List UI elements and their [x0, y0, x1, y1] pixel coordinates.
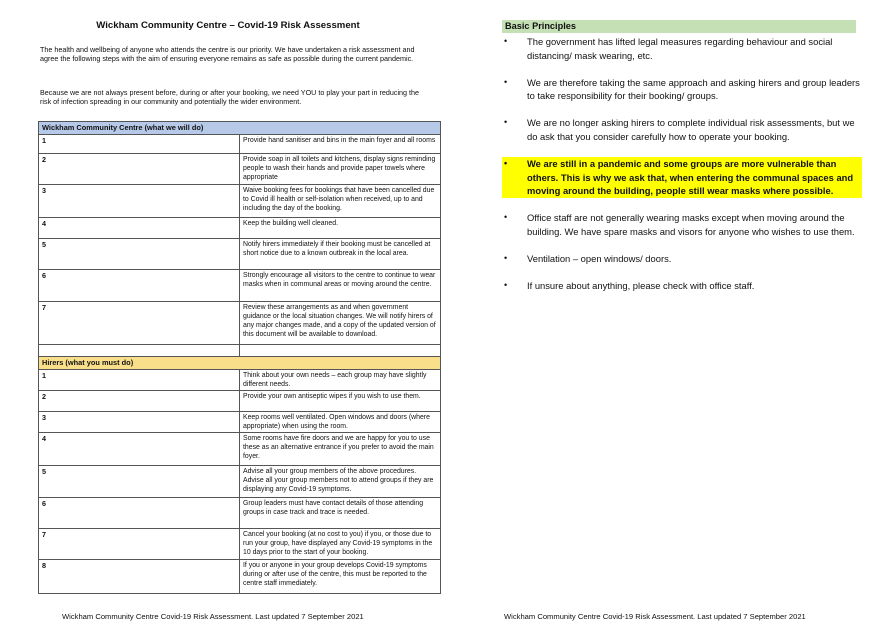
list-item-text: Office staff are not generally wearing masks except when moving around the building. We have spare masks and visors for anyone who wishes to use them. — [527, 212, 855, 237]
table-row — [39, 412, 441, 433]
row-text: Strongly encourage all visitors to the centre to continue to wear masks when in communal areas or moving around the centre. — [240, 270, 441, 302]
page-footer-left: Wickham Community Centre Covid-19 Risk Assessment. Last updated 7 September 2021 — [62, 612, 364, 621]
table-row — [39, 154, 441, 185]
row-text: Provide hand sanitiser and bins in the main foyer and all rooms — [240, 135, 441, 154]
row-number: 8 — [39, 560, 240, 594]
row-number: 1 — [39, 370, 240, 391]
row-text: Notify hirers immediately if their booking must be cancelled at short notice due to a known outbreak in the local area. — [240, 239, 441, 270]
list-item-text: If unsure about anything, please check with office staff. — [527, 280, 755, 292]
row-number: 6 — [39, 498, 240, 529]
list-item-text: Ventilation – open windows/ doors. — [527, 253, 672, 265]
table-row — [39, 135, 441, 154]
intro-paragraph-2: Because we are not always present before, during or after your booking, we need YOU to play your part in reducing the risk of infection spreading in our community and potentially the wider environment. — [40, 88, 420, 107]
empty-row — [39, 345, 441, 357]
table-row — [39, 560, 441, 594]
table-row — [39, 302, 441, 345]
list-item — [502, 211, 862, 238]
we-will-do-heading: Wickham Community Centre (what we will do) — [39, 122, 441, 135]
bullet-icon: • — [504, 76, 508, 87]
row-number: 5 — [39, 239, 240, 270]
row-text: Some rooms have fire doors and we are happy for you to use these as an alternative entrance if you prefer to avoid the main foyer. — [240, 433, 441, 466]
table-row — [39, 433, 441, 466]
list-item — [502, 116, 862, 143]
bullet-icon: • — [504, 253, 508, 264]
table-row — [39, 370, 441, 391]
you-must-do-heading: Hirers (what you must do) — [39, 357, 441, 370]
basic-principles-heading: Basic Principles — [502, 20, 856, 33]
row-number: 1 — [39, 135, 240, 154]
list-item-text: We are still in a pandemic and some groups are more vulnerable than others. This is why we ask that, when entering the communal spaces and moving around the building, people still wear masks where possible. — [527, 158, 854, 197]
row-text: Provide soap in all toilets and kitchens, display signs reminding people to wash their hands and provide paper towels where appropriate — [240, 154, 441, 185]
row-number: 7 — [39, 529, 240, 560]
table-row — [39, 498, 441, 529]
table-row — [39, 466, 441, 498]
list-item — [502, 252, 862, 266]
principles-list — [502, 35, 862, 306]
row-number: 7 — [39, 302, 240, 345]
risk-assessment-table — [38, 121, 441, 594]
row-number: 2 — [39, 391, 240, 412]
list-item — [502, 279, 862, 293]
bullet-icon: • — [504, 36, 508, 46]
table-row — [39, 391, 441, 412]
row-text: Cancel your booking (at no cost to you) if you, or those due to run your group, have displayed any Covid-19 symptoms in the 10 days prior to the start of your booking. — [240, 529, 441, 560]
row-number: 4 — [39, 433, 240, 466]
document-title: Wickham Community Centre – Covid-19 Risk Assessment — [96, 20, 360, 31]
list-item — [502, 76, 862, 103]
table-row — [39, 239, 441, 270]
row-number: 2 — [39, 154, 240, 185]
right-page — [448, 0, 896, 633]
row-number: 5 — [39, 466, 240, 498]
bullet-icon: • — [504, 280, 508, 291]
list-item — [502, 35, 862, 62]
list-item-text: The government has lifted legal measures regarding behaviour and social distancing/ mask wearing, etc. — [527, 36, 833, 61]
row-text: Keep rooms well ventilated. Open windows and doors (where appropriate) when using the room. — [240, 412, 441, 433]
row-text: Waive booking fees for bookings that have been cancelled due to Covid ill health or self-isolation when received, up to and including the day of the booking. — [240, 185, 441, 218]
you-must-do-header-row — [39, 357, 441, 370]
bullet-icon: • — [504, 212, 508, 223]
list-item-text: We are no longer asking hirers to complete individual risk assessments, but we do ask that you consider carefully how to operate your booking. — [527, 117, 855, 142]
row-text: Keep the building well cleaned. — [240, 218, 441, 239]
row-number: 6 — [39, 270, 240, 302]
table-row — [39, 529, 441, 560]
row-text: Review these arrangements as and when government guidance or the local situation changes. We will notify hirers of any major changes made, and a copy of the updated version of this document will be available to download. — [240, 302, 441, 345]
row-number: 3 — [39, 412, 240, 433]
table-row — [39, 185, 441, 218]
we-will-do-header-row — [39, 122, 441, 135]
highlighted-list-item — [502, 157, 862, 198]
table-row — [39, 270, 441, 302]
row-text: Think about your own needs – each group may have slightly different needs. — [240, 370, 441, 391]
row-number: 3 — [39, 185, 240, 218]
row-text: Advise all your group members of the above procedures. Advise all your group members not to attend groups if they are displaying any Covid-19 symptoms. — [240, 466, 441, 498]
intro-paragraph-1: The health and wellbeing of anyone who attends the centre is our priority. We have undertaken a risk assessment and agree the following steps with the aim of ensuring everyone remains as safe as possible during the current pandemic. — [40, 45, 415, 64]
row-text: If you or anyone in your group develops Covid-19 symptoms during or after use of the centre, this must be reported to the centre staff immediately. — [240, 560, 441, 594]
row-text: Provide your own antiseptic wipes if you wish to use them. — [240, 391, 441, 412]
row-text: Group leaders must have contact details of those attending groups in case track and trace is needed. — [240, 498, 441, 529]
list-item-text: We are therefore taking the same approach and asking hirers and group leaders to take responsibility for their booking/ groups. — [527, 76, 860, 102]
row-number: 4 — [39, 218, 240, 239]
page-footer-right: Wickham Community Centre Covid-19 Risk Assessment. Last updated 7 September 2021 — [504, 612, 806, 621]
bullet-icon: • — [504, 158, 508, 169]
table-row — [39, 218, 441, 239]
bullet-icon: • — [504, 117, 508, 128]
